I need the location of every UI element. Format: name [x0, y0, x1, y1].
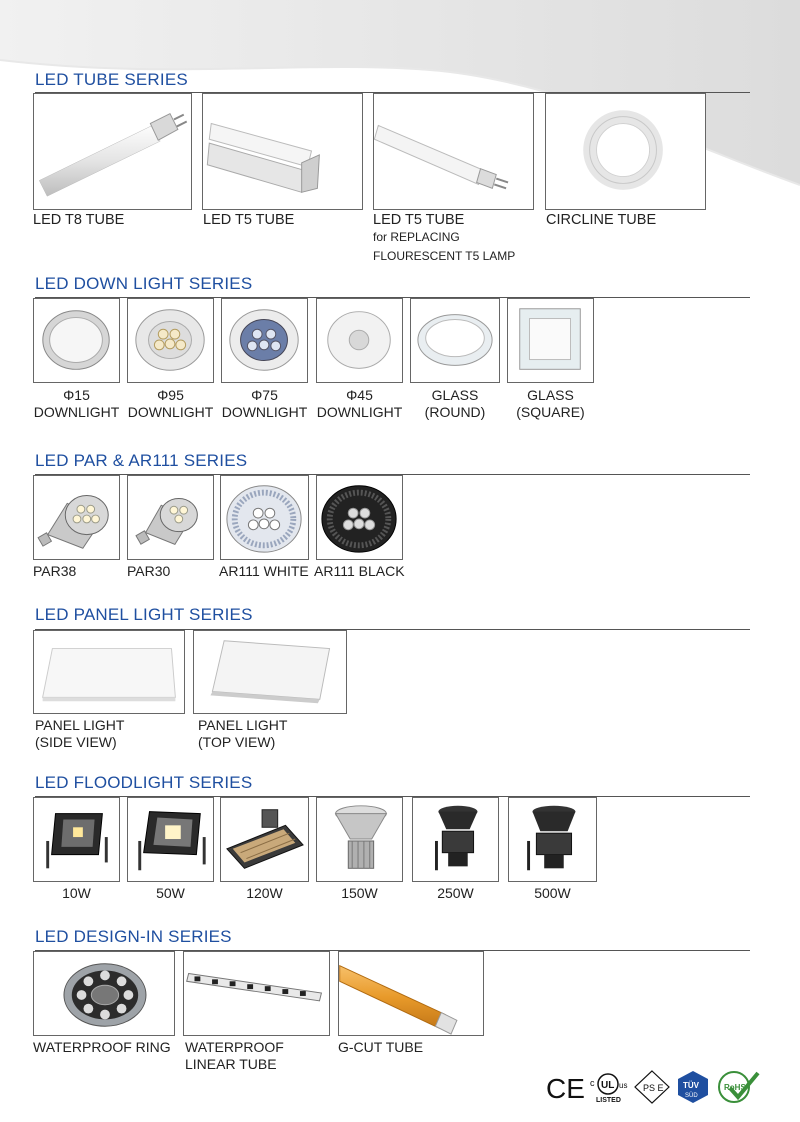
rohs-certified-icon [716, 1070, 760, 1104]
tuv-sud-text: SÜD [685, 1093, 698, 1099]
led-t5-replacement-label: LED T5 TUBE [373, 212, 465, 228]
floodlight-150w-label: 150W [341, 885, 378, 901]
downlight-phi95-line1: Φ95 [157, 387, 184, 403]
glass-square-line2: (SQUARE) [516, 404, 585, 420]
panel-light-top-view-image [193, 630, 347, 714]
downlight-phi45-line1: Φ45 [346, 387, 373, 403]
tuv-text: TÜV [683, 1081, 699, 1090]
downlight-phi45-line2: DOWNLIGHT [316, 404, 403, 420]
led-t5-replacement-tube-image [373, 93, 534, 210]
glass-round-image [410, 298, 500, 383]
floodlight-10w-image [33, 797, 120, 882]
floodlight-500w-label: 500W [534, 885, 571, 901]
floodlight-250w-label: 250W [437, 885, 474, 901]
panel-top-line2: (TOP VIEW) [198, 734, 276, 750]
floodlight-120w-image [220, 797, 309, 882]
floodlight-50w-label: 50W [156, 885, 185, 901]
floodlight-120w-label: 120W [246, 885, 283, 901]
downlight-phi75-line1: Φ75 [251, 387, 278, 403]
panel-side-line1: PANEL LIGHT [35, 717, 125, 733]
g-cut-tube-image [338, 951, 484, 1036]
panel-series-title: LED PANEL LIGHT SERIES [35, 605, 253, 624]
glass-square-image [507, 298, 594, 383]
downlight-phi95-image [127, 298, 214, 383]
floodlight-250w-image [412, 797, 499, 882]
led-t5-replacement-sub2: FLOURESCENT T5 LAMP [373, 249, 516, 263]
led-t8-tube-image [33, 93, 192, 210]
ul-c-text: c [590, 1078, 595, 1088]
panel-side-line2: (SIDE VIEW) [35, 734, 117, 750]
par38-image [33, 475, 120, 560]
downlight-phi15-image [33, 298, 120, 383]
par30-image [127, 475, 214, 560]
par-series-title: LED PAR & AR111 SERIES [35, 451, 248, 470]
floodlight-500w-image [508, 797, 597, 882]
waterproof-linear-tube-label [185, 1039, 284, 1073]
par38-label: PAR38 [33, 563, 77, 579]
downlight-phi75-image [221, 298, 308, 383]
downlight-phi75-line2: DOWNLIGHT [221, 404, 308, 420]
design-in-series-title: LED DESIGN-IN SERIES [35, 927, 232, 946]
downlight-phi95-line2: DOWNLIGHT [127, 404, 214, 420]
rohs-text: RoHS [724, 1083, 746, 1092]
floodlight-50w-image [127, 797, 214, 882]
floodlight-series-title: LED FLOODLIGHT SERIES [35, 773, 253, 792]
ul-us-text: us [619, 1081, 628, 1090]
pse-text: PS E [643, 1083, 664, 1093]
waterproof-ring-label: WATERPROOF RING [33, 1039, 171, 1055]
waterproof-linear-line1: WATERPROOF [185, 1039, 284, 1055]
ul-mark-text: UL [601, 1080, 615, 1091]
ul-listed-icon [590, 1070, 632, 1104]
pse-mark-icon [634, 1070, 670, 1104]
tube-series-title: LED TUBE SERIES [35, 70, 188, 89]
glass-square-line1: GLASS [527, 387, 574, 403]
led-t5-replacement-sub1: for REPLACING [373, 230, 460, 244]
floodlight-150w-image [316, 797, 403, 882]
ar111-black-image [316, 475, 403, 560]
downlight-phi45-label [311, 387, 408, 421]
downlight-phi45-image [316, 298, 403, 383]
panel-top-line1: PANEL LIGHT [198, 717, 288, 733]
led-t5-tube-label: LED T5 TUBE [203, 212, 295, 228]
floodlight-10w-label: 10W [62, 885, 91, 901]
downlight-phi75-label [216, 387, 313, 421]
tuv-sud-icon [676, 1070, 710, 1104]
ar111-white-label: AR111 WHITE [219, 563, 309, 579]
led-t5-tube-image [202, 93, 363, 210]
downlight-series-title: LED DOWN LIGHT SERIES [35, 274, 253, 293]
circline-tube-image [545, 93, 706, 210]
glass-round-label [405, 387, 505, 421]
downlight-phi15-label [28, 387, 125, 421]
ar111-white-image [220, 475, 309, 560]
g-cut-tube-label: G-CUT TUBE [338, 1039, 424, 1055]
ce-mark-text: CE [546, 1073, 585, 1104]
waterproof-linear-tube-image [183, 951, 330, 1036]
par30-label: PAR30 [127, 563, 171, 579]
waterproof-ring-image [33, 951, 175, 1036]
glass-round-line1: GLASS [431, 387, 479, 403]
downlight-phi15-line2: DOWNLIGHT [33, 404, 120, 420]
downlight-phi95-label [122, 387, 219, 421]
glass-round-line2: (ROUND) [424, 404, 486, 420]
glass-square-label [502, 387, 599, 421]
ul-listed-text: LISTED [596, 1097, 621, 1104]
downlight-phi15-line1: Φ15 [63, 387, 90, 403]
panel-light-top-view-label [198, 717, 287, 751]
ar111-black-label: AR111 BLACK [314, 563, 405, 579]
led-t8-tube-label: LED T8 TUBE [33, 212, 125, 228]
ce-mark-icon [546, 1070, 586, 1104]
circline-tube-label: CIRCLINE TUBE [546, 212, 657, 228]
waterproof-linear-line2: LINEAR TUBE [185, 1056, 277, 1072]
panel-light-side-view-image [33, 630, 185, 714]
panel-light-side-view-label [35, 717, 124, 751]
